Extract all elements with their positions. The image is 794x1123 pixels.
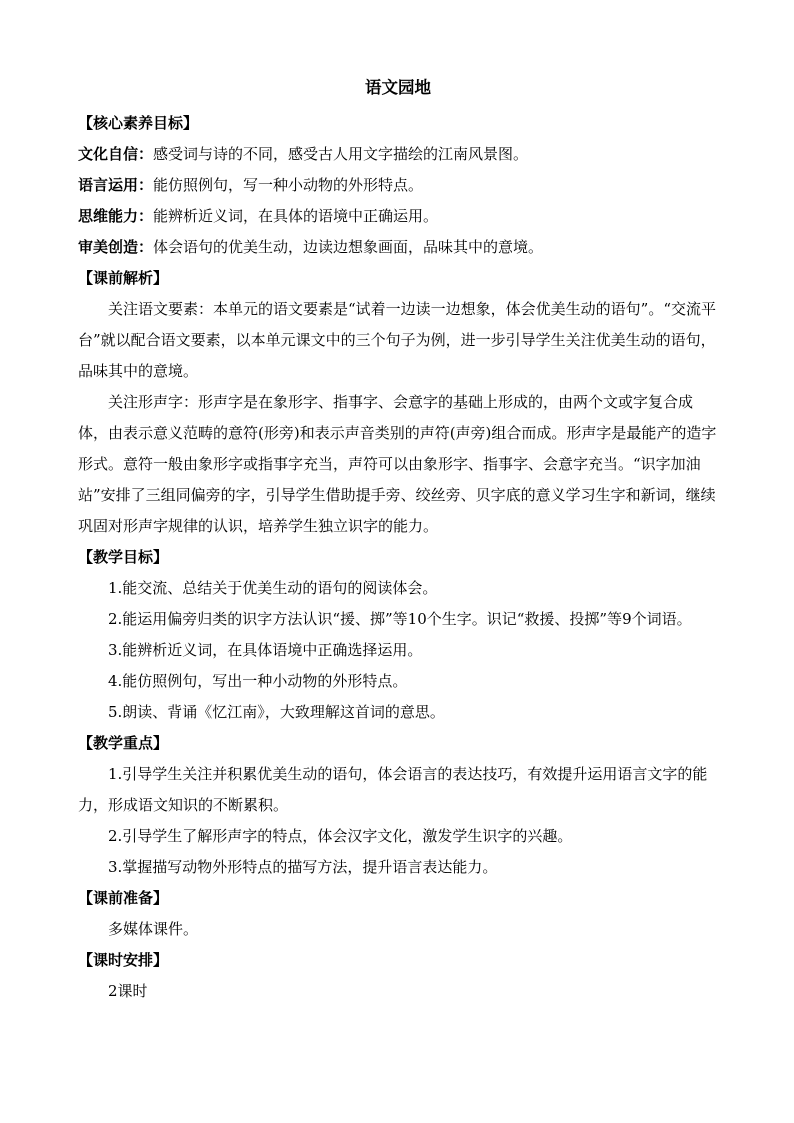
teaching-goal-item: 5.朗读、背诵《忆江南》，大致理解这首词的意思。 bbox=[108, 703, 445, 721]
goal-item bbox=[78, 139, 718, 170]
goal-text: 能仿照例句，写一种小动物的外形特点。 bbox=[153, 176, 424, 194]
analysis-paragraph: 关注语文要素：本单元的语文要素是“试着一边读一边想象，体会优美生动的语句”。“交流平台”就以配合语文要素，以本单元课文中的三个句子为例，进一步引导学生关注优美生动的语句，品味其中的意境。 bbox=[78, 300, 717, 380]
goal-label: 审美创造： bbox=[78, 238, 154, 256]
section-heading-teaching-goals: 【教学目标】 bbox=[78, 548, 169, 566]
section-heading-schedule: 【课时安排】 bbox=[78, 951, 169, 969]
document-page bbox=[78, 68, 718, 1007]
teaching-goal-item: 1.能交流、总结关于优美生动的语句的阅读体会。 bbox=[108, 579, 438, 597]
goal-item bbox=[78, 170, 718, 201]
goal-item bbox=[78, 201, 718, 232]
teaching-goal-item: 4.能仿照例句，写出一种小动物的外形特点。 bbox=[108, 672, 408, 690]
teaching-goal-item: 3.能辨析近义词，在具体语境中正确选择运用。 bbox=[108, 641, 423, 659]
goal-text: 能辨析近义词，在具体的语境中正确运用。 bbox=[153, 207, 439, 225]
goal-label: 思维能力： bbox=[78, 207, 154, 225]
goal-text: 体会语句的优美生动，边读边想象画面，品味其中的意境。 bbox=[153, 238, 544, 256]
key-point-item: 2.引导学生了解形声字的特点，体会汉字文化，激发学生识字的兴趣。 bbox=[108, 827, 573, 845]
key-point-item: 1.引导学生关注并积累优美生动的语句，体会语言的表达技巧，有效提升运用语言文字的能力，形成语文知识的不断累积。 bbox=[78, 765, 708, 814]
goal-item bbox=[78, 232, 718, 263]
key-point-item: 3.掌握描写动物外形特点的描写方法，提升语言表达能力。 bbox=[108, 858, 498, 876]
goal-text: 感受词与诗的不同，感受古人用文字描绘的江南风景图。 bbox=[153, 145, 529, 163]
preparation-text: 多媒体课件。 bbox=[108, 920, 199, 938]
teaching-goal-item: 2.能运用偏旁归类的识字方法认识“援、掷”等10个生字。识记“救援、投掷”等9个词语。 bbox=[108, 610, 692, 628]
section-heading-core-goals: 【核心素养目标】 bbox=[78, 114, 199, 132]
section-heading-key-points: 【教学重点】 bbox=[78, 734, 169, 752]
goal-label: 文化自信： bbox=[78, 145, 154, 163]
section-heading-preparation: 【课前准备】 bbox=[78, 889, 169, 907]
analysis-paragraph: 关注形声字：形声字是在象形字、指事字、会意字的基础上形成的，由两个文或字复合成体，由表示意义范畴的意符(形旁)和表示声音类别的声符(声旁)组合而成。形声字是最能产的造字形式。意符一般由象形字或指事字充当，声符可以由象形字、指事字、会意字充当。“识字加油站”安排了三组同偏旁的字，引导学生借助提手旁、绞丝旁、贝字底的意义学习生字和新词，继续巩固对形声字规律的认识，培养学生独立识字的能力。 bbox=[78, 393, 717, 535]
goal-label: 语言运用： bbox=[78, 176, 154, 194]
schedule-text: 2课时 bbox=[108, 982, 148, 1000]
section-heading-analysis: 【课前解析】 bbox=[78, 269, 169, 287]
page-title: 语文园地 bbox=[365, 78, 431, 97]
